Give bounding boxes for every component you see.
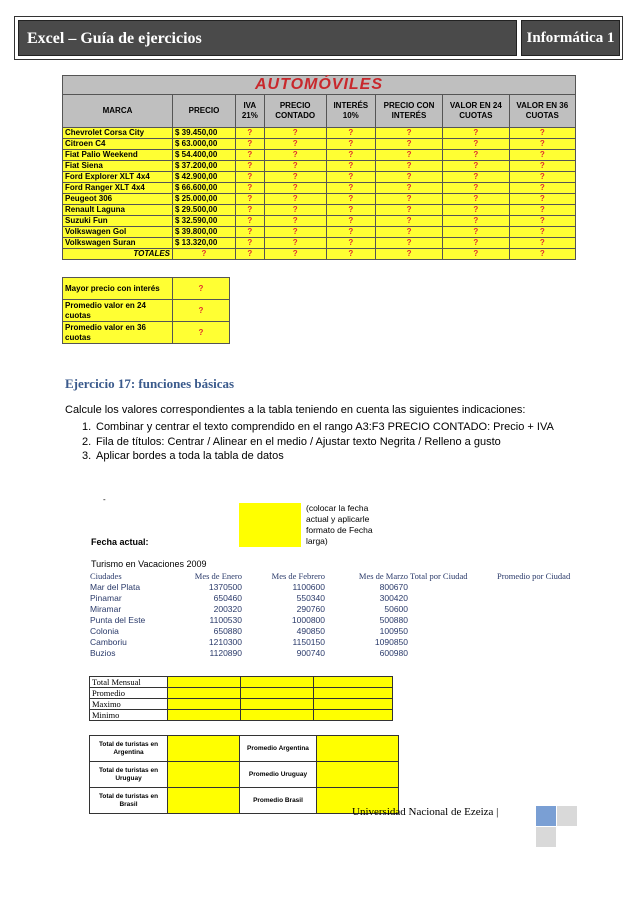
autos-brand-cell: Fiat Siena <box>63 161 173 172</box>
stats-cell <box>314 710 393 721</box>
autos-price-cell: $ 39.800,00 <box>173 227 236 238</box>
autos-unknown-cell: ? <box>236 128 265 139</box>
instruction-item <box>82 449 582 464</box>
footer-square-gray <box>557 806 577 826</box>
country-avg-cell <box>317 762 399 788</box>
autos-brand-cell: Peugeot 306 <box>63 194 173 205</box>
month-value-cell: 200320 <box>213 604 242 614</box>
instruction-number: 1. <box>82 421 92 433</box>
autos-row <box>63 172 576 183</box>
total-city-cell <box>409 593 496 604</box>
month-value-cell: 800670 <box>379 582 408 592</box>
total-city-cell <box>409 615 496 626</box>
autos-header-cell: PRECIO CONTADO <box>264 95 326 128</box>
stats-cell <box>168 677 241 688</box>
autos-brand-cell: Renault Laguna <box>63 205 173 216</box>
country-row <box>90 736 399 762</box>
stats-cell <box>314 699 393 710</box>
tourism-row <box>89 593 578 604</box>
autos-unknown-cell: ? <box>443 216 509 227</box>
instruction-text: Aplicar bordes a toda la tabla de datos <box>96 450 284 462</box>
tourism-row <box>89 615 578 626</box>
stats-row <box>90 677 393 688</box>
autos-unknown-cell: ? <box>375 150 442 161</box>
autos-unknown-cell: ? <box>375 216 442 227</box>
tourism-row <box>89 637 578 648</box>
totals-cell: ? <box>443 249 509 260</box>
autos-unknown-cell: ? <box>326 216 375 227</box>
stats-cell <box>241 688 314 699</box>
autos-unknown-cell: ? <box>264 128 326 139</box>
stats-label: Minimo <box>90 710 168 721</box>
sheet-dash: - <box>103 495 106 504</box>
country-total-label: Total de turistas en Uruguay <box>90 762 168 788</box>
city-cell: Camboriu <box>90 637 127 647</box>
month-value-cell: 1120890 <box>209 648 242 658</box>
autos-row <box>63 128 576 139</box>
summary-row <box>63 322 230 344</box>
autos-brand-cell: Citroen C4 <box>63 139 173 150</box>
autos-unknown-cell: ? <box>375 172 442 183</box>
autos-unknown-cell: ? <box>326 238 375 249</box>
autos-unknown-cell: ? <box>264 150 326 161</box>
autos-price-cell: $ 13.320,00 <box>173 238 236 249</box>
autos-unknown-cell: ? <box>264 172 326 183</box>
stats-cell <box>168 699 241 710</box>
autos-unknown-cell: ? <box>443 128 509 139</box>
autos-unknown-cell: ? <box>264 183 326 194</box>
country-avg-cell <box>317 736 399 762</box>
totals-cell: ? <box>375 249 442 260</box>
autos-unknown-cell: ? <box>509 227 575 238</box>
country-total-cell <box>168 762 240 788</box>
summary-table <box>62 277 230 344</box>
autos-unknown-cell: ? <box>375 227 442 238</box>
instruction-text: Combinar y centrar el texto comprendido en el rango A3:F3 PRECIO CONTADO: Precio + IVA <box>96 421 554 433</box>
autos-row <box>63 139 576 150</box>
exercise-title: Ejercicio 17: funciones básicas <box>65 376 235 391</box>
autos-header-cell: PRECIO CON INTERÉS <box>375 95 442 128</box>
autos-header-cell: PRECIO <box>173 95 236 128</box>
autos-unknown-cell: ? <box>264 194 326 205</box>
autos-unknown-cell: ? <box>236 194 265 205</box>
totals-label: TOTALES <box>63 249 173 260</box>
autos-unknown-cell: ? <box>236 161 265 172</box>
autos-price-cell: $ 39.450,00 <box>173 128 236 139</box>
city-cell: Punta del Este <box>90 615 146 625</box>
country-avg-label: Promedio Brasil <box>240 788 317 814</box>
summary-value: ? <box>173 300 230 322</box>
autos-unknown-cell: ? <box>236 150 265 161</box>
avg-city-cell <box>496 604 578 615</box>
country-total-label: Total de turistas en Brasil <box>90 788 168 814</box>
stats-cell <box>314 688 393 699</box>
instruction-number: 3. <box>82 450 92 462</box>
autos-brand-cell: Ford Explorer XLT 4x4 <box>63 172 173 183</box>
autos-price-cell: $ 63.000,00 <box>173 139 236 150</box>
autos-unknown-cell: ? <box>326 183 375 194</box>
autos-unknown-cell: ? <box>326 227 375 238</box>
tourism-header-row <box>89 571 578 582</box>
autos-unknown-cell: ? <box>443 150 509 161</box>
autos-unknown-cell: ? <box>509 216 575 227</box>
month-value-cell: 500880 <box>379 615 408 625</box>
autos-row <box>63 183 576 194</box>
autos-unknown-cell: ? <box>236 238 265 249</box>
autos-unknown-cell: ? <box>443 227 509 238</box>
summary-row <box>63 278 230 300</box>
autos-unknown-cell: ? <box>236 227 265 238</box>
autos-price-cell: $ 66.600,00 <box>173 183 236 194</box>
autos-unknown-cell: ? <box>236 216 265 227</box>
autos-price-cell: $ 42.900,00 <box>173 172 236 183</box>
autos-unknown-cell: ? <box>375 194 442 205</box>
autos-brand-cell: Fiat Palio Weekend <box>63 150 173 161</box>
header-title-box <box>18 20 517 56</box>
autos-row <box>63 161 576 172</box>
city-cell: Pinamar <box>90 593 122 603</box>
instruction-text: Fila de títulos: Centrar / Alinear en el medio / Ajustar texto Negrita / Relleno a gusto <box>96 435 501 448</box>
autos-unknown-cell: ? <box>264 161 326 172</box>
autos-row <box>63 216 576 227</box>
autos-unknown-cell: ? <box>443 238 509 249</box>
autos-unknown-cell: ? <box>236 172 265 183</box>
summary-row <box>63 300 230 322</box>
month-value-cell: 550340 <box>296 593 325 603</box>
avg-city-cell <box>496 615 578 626</box>
autos-title: AUTOMÓVILES <box>63 76 576 95</box>
avg-city-cell <box>496 582 578 593</box>
autos-header-cell: INTERÉS 10% <box>326 95 375 128</box>
autos-unknown-cell: ? <box>326 205 375 216</box>
autos-unknown-cell: ? <box>443 183 509 194</box>
autos-unknown-cell: ? <box>326 150 375 161</box>
autos-unknown-cell: ? <box>375 161 442 172</box>
autos-row <box>63 150 576 161</box>
autos-unknown-cell: ? <box>375 128 442 139</box>
month-value-cell: 900740 <box>296 648 325 658</box>
autos-unknown-cell: ? <box>443 194 509 205</box>
autos-unknown-cell: ? <box>375 205 442 216</box>
tourism-table <box>89 571 578 659</box>
month-value-cell: 1100600 <box>292 582 325 592</box>
stats-row <box>90 699 393 710</box>
totals-cell: ? <box>236 249 265 260</box>
header-title: Excel – Guía de ejercicios <box>27 30 202 47</box>
month-value-cell: 1210300 <box>208 637 242 647</box>
autos-unknown-cell: ? <box>326 139 375 150</box>
tourism-title: Turismo en Vacaciones 2009 <box>91 559 207 569</box>
autos-unknown-cell: ? <box>264 238 326 249</box>
autos-unknown-cell: ? <box>509 238 575 249</box>
country-total-label: Total de turistas en Argentina <box>90 736 168 762</box>
tourism-header-cell: Mes de Enero <box>194 571 242 581</box>
autos-unknown-cell: ? <box>509 139 575 150</box>
autos-brand-cell: Volkswagen Gol <box>63 227 173 238</box>
fecha-note: (colocar la fecha actual y aplicarle formato de Fecha larga) <box>306 503 373 546</box>
page-header <box>14 16 623 60</box>
autos-unknown-cell: ? <box>375 183 442 194</box>
totals-cell: ? <box>173 249 236 260</box>
month-value-cell: 1090850 <box>374 637 408 647</box>
stats-cell <box>241 710 314 721</box>
autos-unknown-cell: ? <box>443 139 509 150</box>
city-cell: Buzios <box>90 648 116 658</box>
autos-unknown-cell: ? <box>375 139 442 150</box>
autos-price-cell: $ 32.590,00 <box>173 216 236 227</box>
autos-unknown-cell: ? <box>443 161 509 172</box>
instruction-number: 2. <box>82 435 92 448</box>
autos-brand-cell: Ford Ranger XLT 4x4 <box>63 183 173 194</box>
avg-city-cell <box>496 648 578 659</box>
header-course-box <box>521 20 620 56</box>
total-city-cell <box>409 626 496 637</box>
country-total-cell <box>168 736 240 762</box>
fecha-label: Fecha actual: <box>91 537 149 547</box>
avg-city-cell <box>496 626 578 637</box>
header-course: Informática 1 <box>526 30 615 46</box>
instruction-item <box>82 435 582 450</box>
autos-unknown-cell: ? <box>264 205 326 216</box>
month-value-cell: 290760 <box>296 604 325 614</box>
footer-text: Universidad Nacional de Ezeiza | <box>352 806 499 818</box>
autos-table <box>62 75 576 260</box>
month-value-cell: 650880 <box>213 626 242 636</box>
autos-unknown-cell: ? <box>375 238 442 249</box>
autos-unknown-cell: ? <box>326 128 375 139</box>
tourism-row <box>89 582 578 593</box>
autos-price-cell: $ 37.200,00 <box>173 161 236 172</box>
total-city-cell <box>409 648 496 659</box>
autos-price-cell: $ 54.400,00 <box>173 150 236 161</box>
stats-label: Promedio <box>90 688 168 699</box>
instruction-list <box>82 420 582 464</box>
autos-header-cell: VALOR EN 24 CUOTAS <box>443 95 509 128</box>
stats-label: Maximo <box>90 699 168 710</box>
stats-cell <box>314 677 393 688</box>
autos-row <box>63 194 576 205</box>
autos-unknown-cell: ? <box>326 161 375 172</box>
autos-row <box>63 205 576 216</box>
month-value-cell: 100950 <box>379 626 408 636</box>
autos-unknown-cell: ? <box>509 194 575 205</box>
autos-unknown-cell: ? <box>443 205 509 216</box>
autos-header-cell: VALOR EN 36 CUOTAS <box>509 95 575 128</box>
tourism-row <box>89 648 578 659</box>
autos-row <box>63 227 576 238</box>
total-city-cell <box>409 604 496 615</box>
autos-brand-cell: Chevrolet Corsa City <box>63 128 173 139</box>
footer-square-blue <box>536 806 556 826</box>
tourism-header-cell: Total por Ciudad <box>410 571 468 581</box>
stats-cell <box>168 688 241 699</box>
stats-cell <box>241 677 314 688</box>
autos-unknown-cell: ? <box>509 161 575 172</box>
tourism-row <box>89 626 578 637</box>
tourism-row <box>89 604 578 615</box>
month-value-cell: 600980 <box>379 648 408 658</box>
autos-unknown-cell: ? <box>509 205 575 216</box>
city-cell: Mar del Plata <box>90 582 141 592</box>
autos-unknown-cell: ? <box>236 205 265 216</box>
summary-label: Promedio valor en 36 cuotas <box>63 322 173 344</box>
autos-totals-row <box>63 249 576 260</box>
month-value-cell: 1370500 <box>208 582 242 592</box>
footer-square-gray-2 <box>536 827 556 847</box>
avg-city-cell <box>496 637 578 648</box>
totals-cell: ? <box>264 249 326 260</box>
month-value-cell: 650460 <box>213 593 242 603</box>
exercise-intro: Calcule los valores correspondientes a la tabla teniendo en cuenta las siguientes indicaciones: <box>65 404 526 416</box>
fecha-cell <box>239 503 301 547</box>
stats-row <box>90 710 393 721</box>
summary-label: Mayor precio con interés <box>63 278 173 300</box>
tourism-header-cell: Mes de Febrero <box>271 571 325 581</box>
instruction-item <box>82 420 582 435</box>
summary-label: Promedio valor en 24 cuotas <box>63 300 173 322</box>
month-value-cell: 300420 <box>379 593 408 603</box>
autos-unknown-cell: ? <box>236 139 265 150</box>
autos-price-cell: $ 29.500,00 <box>173 205 236 216</box>
autos-price-cell: $ 25.000,00 <box>173 194 236 205</box>
autos-unknown-cell: ? <box>509 150 575 161</box>
autos-unknown-cell: ? <box>264 227 326 238</box>
stats-cell <box>168 710 241 721</box>
month-value-cell: 490850 <box>296 626 325 636</box>
stats-cell <box>241 699 314 710</box>
country-avg-label: Promedio Argentina <box>240 736 317 762</box>
city-cell: Miramar <box>90 604 122 614</box>
country-avg-label: Promedio Uruguay <box>240 762 317 788</box>
month-value-cell: 1150150 <box>292 637 325 647</box>
autos-unknown-cell: ? <box>509 183 575 194</box>
autos-unknown-cell: ? <box>509 172 575 183</box>
city-cell: Colonia <box>90 626 119 636</box>
autos-header-cell: IVA 21% <box>236 95 265 128</box>
tourism-header-cell: Promedio por Ciudad <box>497 571 571 581</box>
stats-table <box>89 676 393 721</box>
tourism-header-cell: Ciudades <box>90 571 122 581</box>
avg-city-cell <box>496 593 578 604</box>
autos-unknown-cell: ? <box>509 128 575 139</box>
autos-unknown-cell: ? <box>326 172 375 183</box>
month-value-cell: 50600 <box>384 604 408 614</box>
stats-label: Total Mensual <box>90 677 168 688</box>
autos-unknown-cell: ? <box>236 183 265 194</box>
month-value-cell: 1100530 <box>209 615 242 625</box>
autos-unknown-cell: ? <box>443 172 509 183</box>
summary-value: ? <box>173 278 230 300</box>
autos-brand-cell: Suzuki Fun <box>63 216 173 227</box>
country-total-cell <box>168 788 240 814</box>
autos-header-cell: MARCA <box>63 95 173 128</box>
country-row <box>90 762 399 788</box>
autos-brand-cell: Volkswagen Suran <box>63 238 173 249</box>
stats-row <box>90 688 393 699</box>
country-totals-table <box>89 735 399 814</box>
total-city-cell <box>409 582 496 593</box>
total-city-cell <box>409 637 496 648</box>
autos-unknown-cell: ? <box>326 194 375 205</box>
autos-unknown-cell: ? <box>264 139 326 150</box>
tourism-header-cell: Mes de Marzo <box>358 571 408 581</box>
totals-cell: ? <box>509 249 575 260</box>
summary-value: ? <box>173 322 230 344</box>
autos-unknown-cell: ? <box>264 216 326 227</box>
month-value-cell: 1000800 <box>291 615 325 625</box>
totals-cell: ? <box>326 249 375 260</box>
autos-row <box>63 238 576 249</box>
